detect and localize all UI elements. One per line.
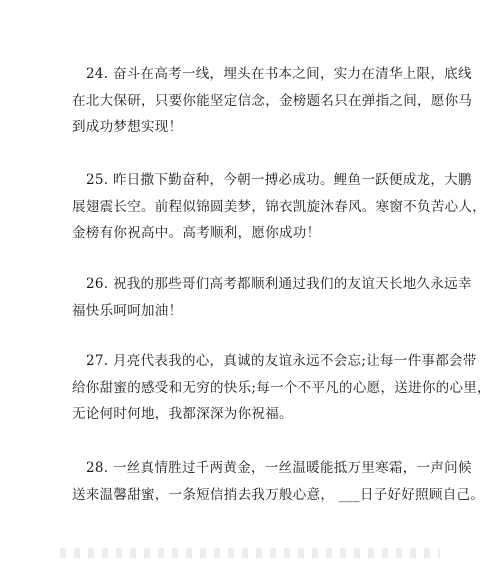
entry-line: 28. 一丝真情胜过千两黄金，一丝温暖能抵万里寒霜，一声问候 (86, 460, 472, 476)
wish-entry-27 (72, 348, 491, 428)
entry-line: 给你甜蜜的感受和无穷的快乐;每一个不平凡的心愿，送进你的心里， (72, 379, 491, 396)
cut-off-text-line (60, 548, 440, 558)
entry-line: 24. 奋斗在高考一线，埋头在书本之间，实力在清华上限，底线 (86, 66, 472, 82)
entry-line: 福快乐呵呵加油！ (72, 302, 183, 319)
entry-line: 送来温馨甜蜜，一条短信捎去我万般心意， ___日子好好照顾自己。 (72, 486, 485, 503)
entry-line: 到成功梦想实现！ (72, 119, 183, 135)
wish-entry-25 (72, 167, 486, 247)
entry-line: 26. 祝我的那些哥们高考都顺利通过我们的友谊天长地久永远幸 (86, 276, 472, 292)
wish-entry-24 (72, 61, 473, 141)
entry-line: 展翅震长空。前程似锦圆美梦，锦衣凯旋沐春风。寒窗不负苦心人， (72, 198, 486, 215)
entry-line: 在北大保研，只要你能坚定信念，金榜题名只在弹指之间，愿你马 (72, 92, 473, 109)
entry-line: 金榜有你祝高中。高考顺利，愿你成功！ (72, 225, 321, 241)
wish-entry-26 (72, 271, 472, 324)
wish-entry-28 (72, 455, 485, 508)
entry-line: 无论何时何地，我都深深为你祝福。 (72, 406, 293, 422)
entry-line: 25. 昨日撒下勤奋种，今朝一搏必成功。鲤鱼一跃便成龙，大鹏 (86, 172, 472, 188)
entry-line: 27. 月亮代表我的心，真诚的友谊永远不会忘;让每一件事都会带 (86, 353, 477, 369)
